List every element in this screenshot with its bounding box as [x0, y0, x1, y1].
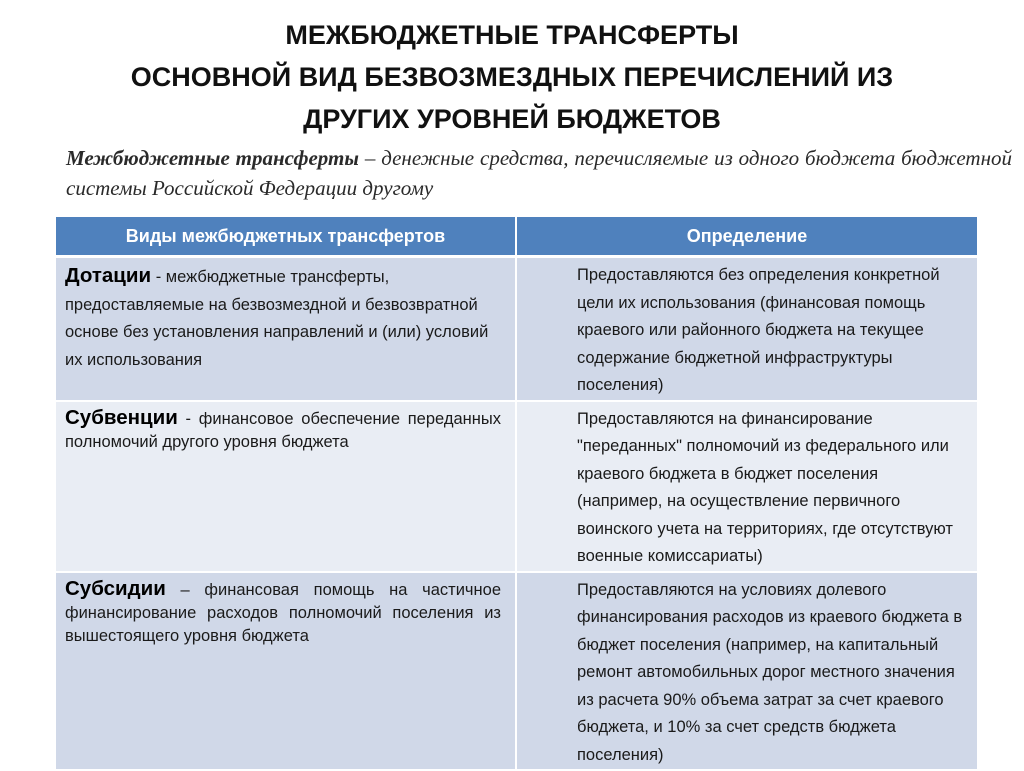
table-header-row — [56, 217, 977, 257]
table-row — [56, 257, 977, 401]
row-dotacii-definition-cell — [516, 257, 977, 401]
row-definition: Предоставляются без определения конкретной цели их использования (финансовая помощь краевого или районного бюджета на текущее содержание бюджетной инфраструктуры поселения) — [577, 266, 940, 394]
row-subvencii-type-cell — [56, 401, 516, 572]
row-subvencii-definition-cell — [516, 401, 977, 572]
title-line-2: ОСНОВНОЙ ВИД БЕЗВОЗМЕЗДНЫХ ПЕРЕЧИСЛЕНИЙ ИЗ — [130, 62, 894, 92]
row-name: Дотации — [65, 264, 152, 287]
row-name: Субсидии — [65, 576, 166, 600]
definition-text: – денежные средства, перечисляемые из одного бюджета бюджетной системы Российской Федерации другому — [66, 146, 1012, 200]
header-types: Виды межбюджетных трансфертов — [56, 217, 516, 257]
row-dotacii-type-cell — [56, 257, 516, 401]
row-description: - межбюджетные трансферты, предоставляемые на безвозмездной и безвозвратной основе без установления направлений и (или) условий их использования — [65, 268, 489, 369]
definition-term: Межбюджетные трансферты — [66, 146, 359, 170]
title-line-1: МЕЖБЮДЖЕТНЫЕ ТРАНСФЕРТЫ — [285, 20, 739, 50]
row-subsidii-definition-cell — [516, 572, 977, 771]
row-definition: Предоставляются на финансирование "переданных" полномочий из федерального или краевого бюджета в бюджет поселения (например, на осуществление первичного воинского учета на территориях, где отсутствуют военные комиссариаты) — [577, 409, 953, 565]
transfers-table — [56, 217, 977, 771]
definition-paragraph — [66, 143, 1012, 203]
title-line-3: ДРУГИХ УРОВНЕЙ БЮДЖЕТОВ — [303, 104, 721, 134]
table-row — [56, 572, 977, 771]
row-description: – финансовая помощь на частичное финансирование расходов полномочий поселения из вышестоящего уровня бюджета — [65, 580, 501, 645]
row-description: - финансовое обеспечение переданных полномочий другого уровня бюджета — [65, 409, 501, 451]
header-definition: Определение — [516, 217, 977, 257]
slide-title — [0, 14, 1024, 140]
table-row — [56, 401, 977, 572]
row-subsidii-type-cell — [56, 572, 516, 771]
row-definition: Предоставляются на условиях долевого финансирования расходов из краевого бюджета в бюджет поселения (например, на капитальный ремонт автомобильных дорог местного значения из расчета 90% объема затрат за счет краевого бюджета, и 10% за счет средств бюджета поселения) — [577, 580, 963, 764]
row-name: Субвенции — [65, 405, 178, 429]
